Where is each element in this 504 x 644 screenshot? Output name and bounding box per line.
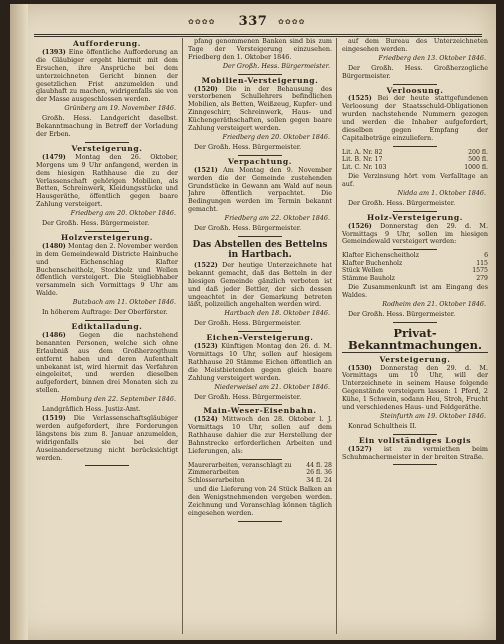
divider-rule (393, 146, 437, 147)
notice-block (342, 38, 488, 85)
column-3 (342, 38, 488, 634)
divider-rule (238, 74, 282, 75)
notice-block (342, 214, 488, 251)
notice-text: Der Großh. Hess. Bürgermeister. (42, 219, 150, 228)
notice-signature: Homburg den 22. September 1846. (61, 395, 176, 404)
notice-block (342, 87, 488, 147)
table-row (342, 252, 488, 259)
notice-block (188, 334, 332, 405)
section-heading: Verloosung. (386, 85, 444, 95)
section-heading: Ediktalladung. (71, 322, 143, 331)
notice-title: Das Abstellen des Bettelns in Hartbach. (192, 239, 328, 260)
notice-number: (1527) (348, 444, 372, 453)
notice-number: (1393) (42, 47, 66, 56)
divider-rule (393, 249, 437, 250)
notice-block (36, 40, 178, 143)
notice-number: (1525) (348, 94, 372, 103)
notice-paragraph (36, 49, 178, 104)
notice-text: Die in der Behausung des verstorbenen Schullehrers befindlichen Mobilien, als Betten, Weißzeug, Kupfer- und Zinngeschirr, Schreinwerk, Haus- und Küchengeräthschaften, sollen gegen baare Zahlung versteigert werden. (188, 84, 332, 133)
notice-text: pfang genommenen Banken sind bis zum Tage der Versteigerung einzusehen. Friedberg den 1. Oktober 1846. (188, 38, 332, 61)
notice-text: Der heutige Unterzeichnete hat bekannt gemacht, daß das Betteln in der hiesigen Gemeinde gänzlich verboten ist und daß jeder Bettler, der sich dessen ungeachtet in der Gemarkung betreten läßt, polizeilich angehalten werden wird. (188, 260, 332, 309)
divider-rule (238, 459, 282, 460)
column-rule (336, 38, 337, 634)
notice-block (188, 158, 332, 237)
notice-signature: Nidda am 1. Oktober 1846. (397, 188, 486, 197)
notice-number: (1480) (42, 241, 66, 250)
section-heading: Verpachtung. (227, 156, 293, 166)
table-cell-value: 44 fl. 28 (306, 461, 332, 469)
price-table (342, 149, 488, 171)
notice-text: Der Großh. Hess. Bürgermeister. (194, 224, 302, 233)
notice-text: Der Großh. Hess. Bürgermeister. (348, 198, 456, 207)
notice-paragraph (36, 332, 178, 395)
divider-rule (393, 464, 437, 465)
table-cell-value: 1575 (472, 267, 488, 275)
table-cell-value: 200 fl. (468, 148, 488, 156)
table-cell-value: 115 (476, 259, 488, 267)
notice-paragraph (36, 309, 178, 317)
table-cell-label: Stämme Bauholz (342, 274, 395, 282)
section-heading: Eichen-Versteigerung. (206, 333, 314, 343)
notice-signature: Friedberg den 13. Oktober 1846. (378, 53, 486, 62)
notice-text: Montag den 26. Oktober, Morgens um 9 Uhr anfangend, werden in dem hiesigen Rathhause die zu der Verlassenschaft gehörigen Mobilien, als Betten, Schreinwerk, Kleidungsstücke und Hausgeräthe, öffentlich gegen baare Zahlung versteigert. (36, 152, 178, 209)
notice-text: Der Großh. Hess. Bürgermeister. (194, 319, 302, 328)
table-row (342, 267, 488, 274)
notice-block (188, 38, 332, 75)
notice-text: Der Großh. Hess. Bürgermeister. (194, 392, 302, 401)
divider-rule (393, 211, 437, 212)
notice-block (188, 77, 332, 156)
table-cell-label: Lit. B. Nr. 17 (342, 156, 383, 164)
notice-signature: Friedberg am 20. Oktober 1846. (70, 209, 176, 218)
table-cell-label: Zimmerarbeiten (188, 469, 240, 477)
divider-rule (85, 142, 129, 143)
notice-text: Donnerstag den 29. d. M. Vormittags 9 Uhr, sollen im hiesigen Gemeindewald versteigert werden: (342, 221, 488, 246)
notice-signature: Grünberg am 19. November 1846. (64, 104, 176, 113)
notice-number: (1526) (348, 221, 372, 230)
notice-signature: Niederweisel am 21. Oktober 1846. (214, 382, 330, 391)
notice-paragraph (36, 415, 178, 462)
notice-paragraph (36, 154, 178, 209)
table-row (342, 164, 488, 171)
notice-text: auf dem Bureau des Unterzeichneten eingesehen werden. (342, 38, 488, 53)
header-rule (34, 34, 482, 37)
notice-text: ist zu vermiethen beim Schuhmachermeister in der breiten Straße. (342, 444, 488, 461)
table-cell-label: Stück Wellen (342, 267, 384, 275)
notice-paragraph (188, 167, 332, 214)
divider-rule (238, 521, 282, 522)
notice-text: Künftigen Montag den 26. d. M. Vormittags 10 Uhr, sollen auf hiesigem Rathhause 20 Stämme Eichen öffentlich an die Meistbietenden gegen gleich baare Zahlung versteigert werden. (188, 342, 332, 382)
table-row (342, 260, 488, 267)
notice-paragraph (36, 406, 178, 414)
notice-paragraph (342, 284, 488, 300)
table-cell-label: Maurerarbeiten, veranschlagt zu (188, 461, 292, 469)
notice-paragraph (342, 223, 488, 247)
notice-paragraph (342, 365, 488, 412)
divider-rule (238, 236, 282, 237)
notice-text: Gegen die nachstehend benannten Personen, welche sich ohne Erlaubniß aus dem Großherzogthum entfernt haben und deren Aufenthalt unbekannt ist, wird hiermit das Verfahren eingeleitet, und werden dieselben aufgefordert, binnen drei Monaten sich zu stellen. (36, 330, 178, 395)
section-heading: Versteigerung. (379, 354, 451, 364)
notice-number: (1519) (42, 413, 66, 422)
notice-paragraph (188, 343, 332, 383)
column-2 (188, 38, 332, 634)
divider-rule (238, 155, 282, 156)
table-cell-label: Lit. C. Nr. 103 (342, 163, 387, 171)
notice-paragraph (188, 394, 332, 402)
column-rule (182, 38, 183, 634)
notice-paragraph (36, 115, 178, 139)
notice-text: Die Verzinsung hört vom Verfalltage an auf. (342, 172, 488, 188)
notice-paragraph (342, 173, 488, 189)
notice-block (342, 284, 488, 323)
divider-rule (393, 434, 437, 435)
header-ornament-right: ✿✿✿✿ (278, 18, 306, 26)
divider-rule (393, 84, 437, 85)
notice-paragraph (36, 220, 178, 228)
notice-number: (1521) (194, 165, 218, 174)
column-1 (36, 38, 178, 634)
table-cell-label: Lit. A. Nr. 82 (342, 148, 383, 156)
notice-paragraph (188, 416, 332, 456)
notice-block (188, 486, 332, 522)
notice-block (36, 234, 178, 321)
notice-paragraph (342, 65, 488, 81)
notice-block (342, 437, 488, 466)
section-heading: Versteigerung. (71, 143, 143, 153)
notice-paragraph (188, 144, 332, 152)
notice-block (188, 240, 332, 332)
notice-number: (1524) (194, 415, 218, 424)
notice-signature: Hartbach den 18. Oktober 1846. (224, 309, 330, 318)
header-ornament-left: ✿✿✿✿ (188, 18, 216, 26)
section-heading: Aufforderung. (73, 39, 141, 48)
notice-signature: Rodheim den 21. Oktober 1846. (382, 299, 486, 308)
notice-paragraph (188, 86, 332, 133)
notice-block (36, 323, 178, 466)
table-cell-value: 6 (484, 252, 488, 260)
notice-text: In höherem Auftrage: Der Oberförster. (42, 308, 168, 317)
notice-text: Montag den 2. November werden in dem Gemeindewald Districte Hainbuche und Eichenschlag Klafter Buchenscheitholz, Stockholz und Wellen öffentlich versteigert. Die Steigliebhaber versammeln sich Vormittags 9 Uhr am Walde. (36, 241, 178, 298)
notice-text: Konrad Schultheis II. (348, 421, 417, 430)
section-heading: Mobilien-Versteigerung. (201, 75, 319, 85)
notice-paragraph (342, 38, 488, 54)
notice-text: Mittwoch den 28. Oktober l. J. Vormittags 10 Uhr, sollen auf dem Rathhause dahier die zur Herstellung der Bahnstrecke erforderlichen Arbeiten und Lieferungen, als: (188, 415, 332, 455)
notice-signature: Friedberg den 20. Oktober 1846. (222, 132, 330, 141)
section-heading: Holz-Versteigerung. (366, 212, 464, 222)
table-cell-value: 500 fl. (468, 156, 488, 164)
notice-number: (1530) (348, 363, 372, 372)
divider-rule (238, 331, 282, 332)
table-row (342, 275, 488, 282)
section-heading: Main-Weser-Eisenbahn. (203, 406, 317, 416)
table-cell-label: Schlosserarbeiten (188, 476, 245, 484)
notice-signature: Der Großh. Hess. Bürgermeister. (222, 61, 330, 70)
notice-block (36, 145, 178, 232)
notice-block (188, 407, 332, 459)
divider-rule (85, 320, 129, 321)
section-heading: Privat-Bekanntmachungen. (348, 325, 482, 352)
table-cell-value: 34 fl. 24 (306, 476, 332, 484)
notice-number: (1522) (194, 260, 218, 269)
notice-block (342, 173, 488, 212)
notice-paragraph (342, 423, 488, 431)
table-cell-label: Klafter Eichenscheitholz (342, 252, 419, 260)
divider-rule (238, 404, 282, 405)
notice-number: (1486) (42, 330, 66, 339)
notice-text: Die Zusammenkunft ist am Eingang des Waldes. (342, 282, 488, 299)
notice-text: Bei der heute stattgefundenen Verloosung der Staatsschuld-Obligationen wurden nachstehende Nummern gezogen und werden die Inhaber aufgefordert, dieselben gegen Empfang der Capitalbeträge einzuliefern. (342, 94, 488, 142)
table-row (188, 462, 332, 469)
notice-text: Landgräflich Hess. Justiz-Amt. (42, 405, 141, 414)
table-row (188, 469, 332, 476)
notice-text: Der Großh. Hess. Bürgermeister. (348, 309, 456, 318)
notice-text: Donnerstag den 29. d. M. Vormittags um 10 Uhr, will der Unterzeichnete in seinem Hause folgende Gegenstände versteigern lassen: 1 Pferd, 2 Kühe, 1 Schwein, sodann Heu, Stroh, Frucht und verschiedenes Haus- und Feldgeräthe. (342, 363, 488, 412)
notice-paragraph (342, 446, 488, 462)
table-cell-value: 26 fl. 36 (306, 469, 332, 477)
divider-rule (85, 231, 129, 232)
price-table (188, 462, 332, 484)
notice-number: (1520) (194, 84, 218, 93)
notice-block (342, 327, 488, 353)
newspaper-page (10, 4, 496, 640)
table-row (342, 156, 488, 163)
price-table (342, 252, 488, 282)
section-heading: Holzversteigerung. (60, 232, 154, 242)
table-cell-label: Klafter Buchenholz (342, 259, 403, 267)
notice-paragraph (188, 262, 332, 309)
section-rule (342, 352, 488, 353)
notice-block (342, 356, 488, 435)
notice-signature: Steinfurth am 19. Oktober 1846. (379, 411, 486, 420)
notice-text: Am Montag den 9. November werden die der Gemeinde zustehenden Grundstücke in Gewann am Wald auf neun Jahre öffentlich verpachtet. Die Bedingungen werden im Termin bekannt gemacht. (188, 165, 332, 214)
notice-paragraph (342, 311, 488, 319)
table-cell-value: 279 (476, 274, 488, 282)
notice-paragraph (342, 95, 488, 142)
notice-paragraph (188, 225, 332, 233)
page-binding-shadow (10, 4, 28, 640)
notice-text: Der Großh. Hess. Bürgermeister. (194, 142, 302, 151)
table-row (188, 477, 332, 484)
divider-rule (393, 322, 437, 323)
table-cell-value: 1000 fl. (464, 163, 488, 171)
notice-paragraph (188, 320, 332, 328)
section-heading: Ein vollständiges Logis (358, 435, 472, 445)
notice-signature: Friedberg am 22. Oktober 1846. (224, 214, 330, 223)
notice-text: Großh. Hess. Landgericht daselbst. Bekanntmachung in Betreff der Vorladung der Erben. (36, 114, 178, 138)
table-row (342, 149, 488, 156)
divider-rule (85, 465, 129, 466)
notice-signature: Butzbach am 11. Oktober 1846. (72, 298, 176, 307)
notice-paragraph (188, 486, 332, 518)
page-number: 337 (238, 14, 268, 29)
notice-text: und die Lieferung von 24 Stück Balken an den Wenigstnehmenden vergeben werden. Zeichnung und Voranschlag können täglich eingesehen werden. (188, 485, 332, 517)
notice-number: (1523) (194, 342, 218, 351)
notice-text: Der Großh. Hess. Großherzogliche Bürgermeister. (342, 63, 488, 80)
notice-paragraph (36, 243, 178, 298)
notice-paragraph (188, 38, 332, 62)
notice-text: Eine öffentliche Aufforderung an die Gläubiger ergeht hiermit mit dem Ersuchen, ihre Ansprüche bei dem unterzeichneten Gericht binnen der gesetzlichen Frist anzumelden und glaubhaft zu machen, widrigenfalls sie von der Masse ausgeschlossen werden. (36, 47, 178, 104)
notice-text: Die Verlassenschaftsgläubiger werden aufgefordert, ihre Forderungen längstens bis zum 8. Januar anzumelden, widrigenfalls sie bei der Auseinandersetzung nicht berücksichtigt werden. (36, 413, 178, 462)
notice-number: (1479) (42, 152, 66, 161)
notice-paragraph (342, 200, 488, 208)
